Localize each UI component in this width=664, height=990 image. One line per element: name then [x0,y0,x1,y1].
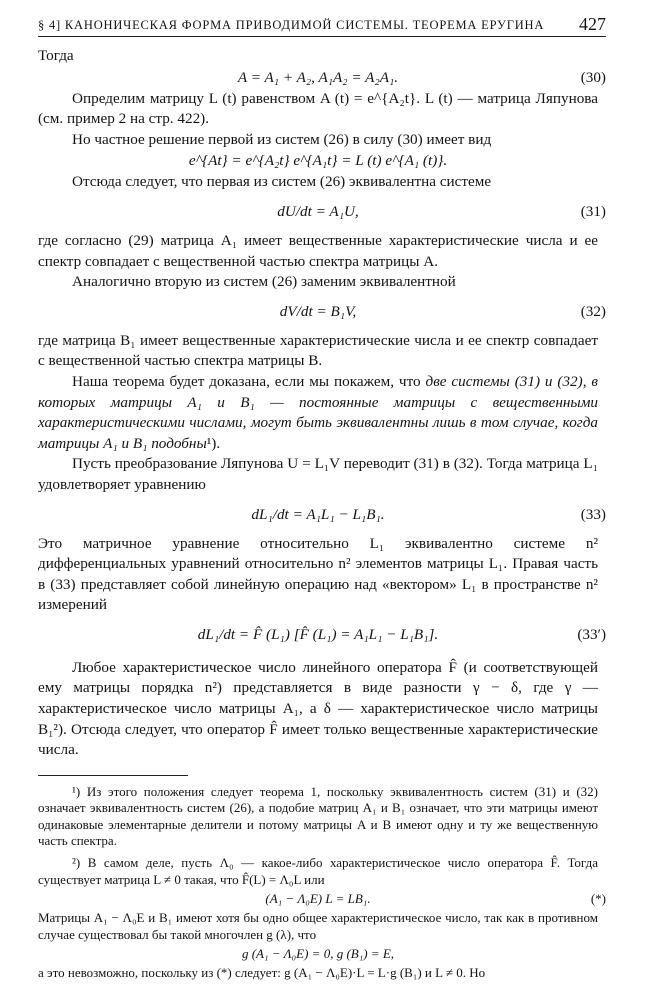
equation-30-expr: A = A₁ + A₂, A₁A₂ = A₂A₁. [237,68,399,86]
page-header [38,14,606,38]
equation-32-expr: dV/dt = B₁V, [279,302,357,320]
footnote-rule [38,775,188,776]
footnote-1: ¹) Из этого положения следует теорема 1, поскольку эквивалентность систем (31) и (32) означает эквивалентность систем (26), а подобие матриц A₁ и B₁ означает, что эти матрицы имеют одинаковые элементарные делители и потому матрицы A и B имеют одну и ту же вещественную часть спектра. [38,783,598,849]
paragraph-operator-F: Любое характеристическое число линейного оператора F̂ (и соответствующей ему матрицы порядка n²) представляется в виде разности γ − δ, где γ — характеристическое число матрицы A₁, а δ — характеристическое число матрицы B₁²). Отсюда следует, что оператор F̂ имеет только вещественные характеристические числа. [38,658,598,759]
equation-31 [38,193,606,231]
equation-exp [38,150,598,172]
equation-31-number: (31) [580,202,606,220]
equation-33-prime-expr: dL₁/dt = F̂ (L₁) [F̂ (L₁) = A₁L₁ − L₁B₁]. [197,625,439,643]
equation-33-prime [38,616,606,654]
footnote-equation-star [38,888,606,910]
footnote-equation-g-expr: g (A₁ − Λ₀E) = 0, g (B₁) = E, [241,946,395,962]
equation-exp-expr: e^{At} = e^{A₂t} e^{A₁t} = L (t) e^{A₁ (t)}. [188,152,448,170]
equation-30-number: (30) [580,68,606,86]
paragraph-A1-spectrum: где согласно (29) матрица A₁ имеет вещественные характеристические числа и ее спектр совпадает с вещественной частью спектра матрицы A. [38,231,598,270]
theorem-claim-start: Наша теорема будет доказана, если мы покажем, что [72,372,426,390]
footnote-equation-star-expr: (A₁ − Λ₀E) L = LB₁. [265,891,371,907]
footnote-ref-1: ¹). [206,434,221,452]
equation-32 [38,293,606,331]
paragraph-theorem-claim [38,372,598,454]
equation-33-expr: dL₁/dt = A₁L₁ − L₁B₁. [251,505,385,523]
header-rule [38,36,606,37]
equation-33-number: (33) [580,505,606,523]
footnote-equation-star-number: (*) [590,891,606,907]
book-page [38,14,606,982]
paragraph-analogously: Аналогично вторую из систем (26) заменим эквивалентной [72,273,456,291]
equation-33-prime-number: (33′) [577,625,606,643]
equation-33 [38,496,606,534]
paragraph-togda: Тогда [38,47,74,64]
equation-31-expr: dU/dt = A₁U, [277,202,359,220]
equation-30 [38,67,606,89]
theorem-claim-italic: две системы (31) и (32), в которых матрицы A₁ и B₁ — постоянные матрицы с вещественными характеристическими числами, могут быть эквивалентны лишь в том случае, когда матрицы A₁ и B₁ подобны [38,372,598,452]
paragraph-define-L: Определим матрицу L (t) равенством A (t) = e^{A₂t}. L (t) — матрица Ляпунова (см. пример 2 на стр. 422). [38,89,598,128]
equation-32-number: (32) [580,302,606,320]
paragraph-B1-spectrum: где матрица B₁ имеет вещественные характеристические числа и ее спектр совпадает с вещественной частью спектра матрицы B. [38,331,598,370]
paragraph-lyapunov-transform: Пусть преобразование Ляпунова U = L₁V переводит (31) в (32). Тогда матрица L₁ удовлетворяет уравнению [38,455,598,493]
paragraph-equivalent-first: Отсюда следует, что первая из систем (26) эквивалентна системе [72,173,492,191]
footnote-2-end: а это невозможно, поскольку из (*) следует: g (A₁ − Λ₀E)·L = L·g (B₁) и L ≠ 0. Но [38,965,486,981]
paragraph-matrix-equation: Это матричное уравнение относительно L₁ эквивалентно системе n² дифференциальных уравнений относительно n² элементов матрицы L₁. Правая часть в (33) представляет собой линейную операцию над «вектором» L₁ в пространстве n² измерений [38,534,598,614]
footnote-equation-g [38,943,598,965]
running-head: § 4] КАНОНИЧЕСКАЯ ФОРМА ПРИВОДИМОЙ СИСТЕМЫ. ТЕОРЕМА ЕРУГИНА [38,18,545,32]
page-number: 427 [579,14,606,34]
paragraph-particular-solution: Но частное решение первой из систем (26) в силу (30) имеет вид [72,130,492,148]
footnote-2: ²) В самом деле, пусть Λ₀ — какое-либо характеристическое число оператора F̂. Тогда существует матрица L ≠ 0 такая, что F̂(L) = Λ₀L или [38,855,598,887]
footnote-2-continued: Матрицы A₁ − Λ₀E и B₁ имеют хотя бы одно общее характеристическое число, так как в противном случае существовал бы такой многочлен g (λ), что [38,910,598,942]
